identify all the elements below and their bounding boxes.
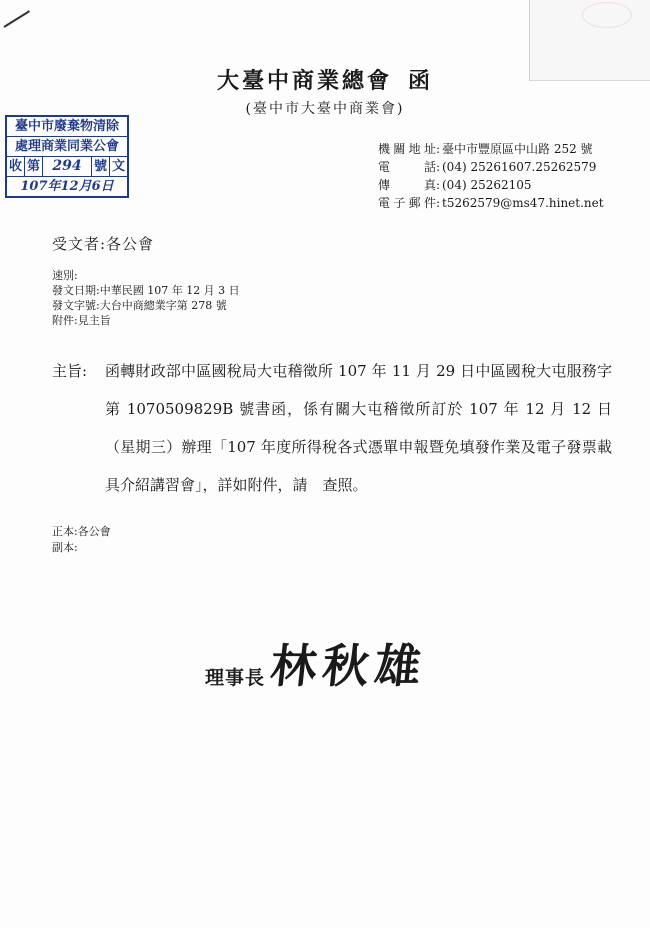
subject-lead: 主旨: bbox=[52, 362, 88, 380]
contact-block: 機關地址 : 臺中市豐原區中山路 252 號 電話 : (04) 25261607.25262579 傳真 : (04) 25262105 電子郵件 : t5262579@ms47.hinet.net bbox=[378, 142, 604, 210]
subject-body: 函轉財政部中區國稅局大屯稽徵所 107 年 11 月 29 日中區國稅大屯服務字第 1070509829B 號書函，係有關大屯稽徵所訂於 107 年 12 月 12 日（星期三）辦理「107 年度所得稅各式憑單申報暨免填發作業及電子發票載具介紹講習會」，詳如附件，請 查照。 bbox=[105, 362, 612, 494]
title-main: 大臺中商業總會 bbox=[216, 68, 392, 94]
meta-speed: 速別: bbox=[52, 269, 78, 282]
signature-block bbox=[205, 630, 430, 696]
stamp-recv-hao: 號 bbox=[92, 157, 110, 176]
document-title bbox=[0, 64, 650, 95]
signature-name: 林秋雄 bbox=[267, 639, 430, 693]
title-suffix: 函 bbox=[408, 68, 434, 94]
phone-label: 電話 bbox=[378, 160, 436, 174]
address-label: 機關地址 bbox=[378, 142, 436, 156]
meta-attachment: 附件:見主旨 bbox=[52, 314, 111, 327]
address-value: 臺中市豐原區中山路 252 號 bbox=[442, 142, 593, 156]
email-value: t5262579@ms47.hinet.net bbox=[442, 196, 604, 210]
subject-section bbox=[52, 352, 612, 504]
faint-red-stamp bbox=[582, 2, 632, 28]
duplicate-copy: 副本: bbox=[52, 541, 78, 554]
stamp-receipt-number-row bbox=[7, 157, 127, 177]
stamp-recv-number: 294 bbox=[43, 157, 92, 176]
meta-number: 發文字號:大台中商總業字第 278 號 bbox=[52, 299, 227, 312]
stamp-org-line1: 臺中市廢棄物清除 bbox=[7, 117, 127, 137]
fax-label: 傳真 bbox=[378, 178, 436, 192]
signature-role: 理事長 bbox=[205, 667, 266, 689]
meta-date: 發文日期:中華民國 107 年 12 月 3 日 bbox=[52, 284, 240, 297]
pen-mark bbox=[3, 10, 30, 28]
stamp-recv-di: 第 bbox=[25, 157, 43, 176]
email-label: 電子郵件 bbox=[378, 196, 436, 210]
recipient: 受文者:各公會 bbox=[52, 235, 155, 253]
document-meta bbox=[52, 268, 240, 328]
stamp-recv-label: 收 bbox=[7, 157, 25, 176]
document-subtitle: (臺中市大臺中商業會) bbox=[245, 101, 405, 117]
stamp-receipt-date: 107年12月6日 bbox=[20, 179, 114, 194]
fax-value: (04) 25262105 bbox=[442, 178, 532, 192]
stamp-org-line2: 處理商業同業公會 bbox=[7, 137, 127, 157]
receipt-stamp bbox=[5, 115, 129, 198]
original-copy: 正本:各公會 bbox=[52, 525, 111, 538]
distribution-block bbox=[52, 524, 111, 556]
phone-value: (04) 25261607.25262579 bbox=[442, 160, 597, 174]
stamp-recv-wen: 文 bbox=[111, 159, 125, 174]
